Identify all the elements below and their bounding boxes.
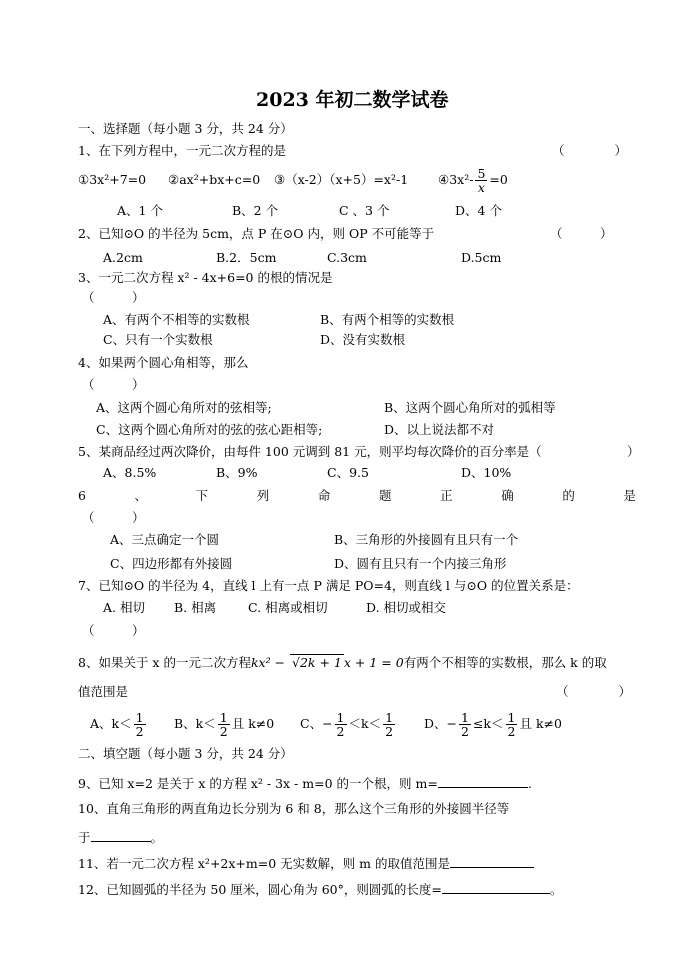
q8-option-b — [174, 706, 274, 742]
q8-option-d-label: D、− — [424, 716, 457, 731]
q8-eq-a: kx² − — [250, 655, 290, 670]
q12-text: 12、已知圆弧的半径为 50 厘米，圆心角为 60°，则圆弧的长度= — [78, 882, 442, 897]
fraction-numerator: 1 — [219, 710, 228, 725]
q1-eq4-num: 5 — [477, 166, 486, 181]
q6-stem-char: 确 — [501, 488, 514, 503]
q5-stem: 5、某商品经过两次降价，由每件 100 元调到 81 元，则平均每次降价的百分率是（ — [78, 444, 542, 459]
q4-option-b: B、这两个圆心角所对的弧相等 — [384, 400, 556, 415]
q8-option-d — [424, 706, 562, 742]
page-title: 2023 年初二数学试卷 — [256, 89, 449, 111]
section-2-heading: 二、填空题（每小题 3 分，共 24 分） — [78, 746, 293, 761]
q9-answer-blank[interactable] — [438, 775, 528, 788]
q1-eq2: ②ax²+bx+c=0 — [168, 172, 261, 187]
fraction-denominator: 2 — [461, 724, 469, 739]
q10-line2 — [78, 829, 163, 846]
q10-post: 。 — [150, 830, 164, 845]
q7-option-d: D. 相切或相交 — [366, 600, 447, 615]
q8-option-c-fraction-1 — [335, 711, 347, 738]
q9 — [78, 775, 532, 792]
fraction-denominator: 2 — [219, 724, 228, 739]
q6-stem-char: 列 — [256, 488, 270, 503]
q11 — [78, 855, 534, 872]
q4-option-c: C、这两个圆心角所对的弦的弦心距相等; — [96, 422, 323, 437]
q8-option-c-label: C、− — [300, 716, 333, 731]
q3-bracket: （ ） — [82, 290, 145, 305]
q10-line1: 10、直角三角形的两直角边长分别为 6 和 8，那么这个三角形的外接圆半径等 — [78, 801, 510, 816]
q8-eq-sqrt: √2k + 1 — [292, 655, 342, 670]
q5-option-b: B、9% — [216, 465, 258, 480]
q11-text: 11、若一元二次方程 x²+2x+m=0 无实数解，则 m 的取值范围是 — [78, 856, 450, 871]
q5-option-c: C、9.5 — [327, 465, 369, 480]
fraction-denominator: 2 — [385, 724, 394, 739]
q6-stem-char: 的 — [562, 488, 575, 503]
q6-stem-char: 正 — [440, 488, 453, 503]
q8-option-d-mid: ≤k＜ — [472, 716, 504, 731]
q6-bracket: （ ） — [82, 510, 145, 525]
q10-answer-blank[interactable] — [91, 829, 151, 842]
q2-stem: 2、已知⊙O 的半径为 5cm，点 P 在⊙O 内，则 OP 不可能等于 — [78, 226, 435, 241]
q3-option-b: B、有两个相等的实数根 — [320, 312, 455, 327]
q11-answer-blank[interactable] — [450, 855, 534, 868]
q8-eq-b: x + 1 = 0 — [343, 655, 404, 670]
q7-option-c: C. 相离或相切 — [248, 600, 328, 615]
q6-option-d: D、圆有且只有一个内接三角形 — [334, 556, 507, 571]
q4-stem: 4、如果两个圆心角相等，那么 — [78, 355, 249, 370]
q6-option-b: B、三角形的外接圆有且只有一个 — [334, 532, 519, 547]
q1-stem: 1、在下列方程中，一元二次方程的是 — [78, 143, 286, 158]
q10-pre: 于 — [78, 830, 91, 845]
q6-stem-char: 下 — [195, 488, 209, 503]
q8-stem-post: 有两个不相等的实数根，那么 k 的取 — [403, 655, 607, 670]
q1-option-b: B、2 个 — [232, 203, 279, 218]
fraction-numerator: 1 — [336, 710, 345, 725]
section-1-heading: 一、选择题（每小题 3 分，共 24 分） — [78, 121, 293, 136]
q4-option-a: A、这两个圆心角所对的弦相等; — [96, 400, 272, 415]
q8-stem — [78, 654, 607, 671]
q8-option-c-mid: ＜k＜ — [348, 716, 382, 731]
q8-option-b-fraction — [218, 711, 230, 738]
q8-option-b-label: B、k＜ — [174, 716, 216, 731]
q6-stem-char: 6 — [78, 488, 86, 503]
q2-option-b: B.2．5cm — [216, 250, 277, 265]
q8-option-a — [90, 706, 148, 742]
fraction-denominator: 2 — [336, 724, 345, 739]
q8-option-d-fraction-1 — [459, 711, 471, 738]
q12-post: 。 — [549, 882, 563, 897]
q1-eq4 — [438, 162, 508, 198]
fraction-numerator: 1 — [507, 710, 516, 725]
q7-option-a: A. 相切 — [103, 600, 145, 615]
q3-option-a: A、有两个不相等的实数根 — [103, 312, 250, 327]
q6-stem-char: 题 — [378, 488, 392, 503]
q2-option-c: C.3cm — [327, 250, 367, 265]
fraction-denominator: 2 — [507, 724, 516, 739]
q12-answer-blank[interactable] — [442, 881, 550, 894]
q7-stem: 7、已知⊙O 的半径为 4，直线 l 上有一点 P 满足 PO=4，则直线 l 与⊙O 的位置关系是： — [78, 578, 579, 593]
q3-option-d: D、没有实数根 — [320, 332, 406, 347]
q4-bracket: （ ） — [82, 377, 145, 392]
q3-stem: 3、一元二次方程 x² - 4x+6=0 的根的情况是 — [78, 270, 333, 285]
q6-stem-char: 命 — [317, 488, 331, 503]
q1-eq1: ①3x²+7=0 — [78, 172, 147, 187]
q5-option-a: A、8.5% — [103, 465, 157, 480]
q1-option-d: D、4 个 — [455, 203, 502, 218]
q8-option-d-post: 且 k≠0 — [519, 716, 562, 731]
q8-option-a-fraction — [134, 711, 146, 738]
q12 — [78, 881, 562, 898]
q8-option-d-fraction-2 — [506, 711, 518, 738]
q6-option-a: A、三点确定一个圆 — [110, 532, 220, 547]
q2-bracket: （ ） — [550, 226, 613, 241]
fraction-denominator: 2 — [135, 724, 144, 739]
q1-eq4-post: =0 — [489, 172, 508, 187]
q8-bracket: （ ） — [556, 684, 632, 699]
q1-eq4-den: x — [477, 180, 485, 195]
q2-option-a: A.2cm — [103, 250, 143, 265]
q2-option-d: D.5cm — [461, 250, 502, 265]
q9-text: 9、已知 x=2 是关于 x 的方程 x² - 3x - m=0 的一个根，则 m= — [78, 776, 438, 791]
fraction-numerator: 1 — [385, 710, 394, 725]
q3-option-c: C、只有一个实数根 — [103, 332, 213, 347]
q8-option-a-label: A、k＜ — [90, 716, 132, 731]
q4-option-d: D、以上说法都不对 — [384, 422, 495, 437]
q6-stem — [78, 488, 636, 504]
q6-option-c: C、四边形都有外接圆 — [110, 556, 233, 571]
q1-bracket: （ ） — [552, 143, 628, 158]
fraction-numerator: 1 — [461, 710, 469, 725]
q6-stem-char: 、 — [134, 488, 148, 503]
q8-stem-pre: 8、如果关于 x 的一元二次方程 — [78, 655, 251, 670]
q1-eq4-pre: ④3x²- — [438, 172, 474, 187]
q1-eq3: ③（x-2）（x+5）=x²-1 — [274, 172, 409, 187]
q8-stem-line2: 值范围是 — [78, 684, 129, 699]
q7-bracket: （ ） — [82, 623, 145, 638]
q8-eq-sqrt-arg: 2k + 1 — [299, 655, 342, 670]
q7-option-b: B. 相离 — [174, 600, 217, 615]
q1-option-a: A、1 个 — [117, 203, 163, 218]
q8-option-c — [300, 706, 397, 742]
q5-bracket-close: ） — [627, 444, 640, 459]
fraction-numerator: 1 — [135, 710, 144, 725]
q5-option-d: D、10% — [461, 465, 512, 480]
q9-post: . — [527, 776, 532, 791]
q1-option-c: C 、3 个 — [339, 203, 390, 218]
q1-eq4-fraction — [475, 167, 487, 194]
q8-option-b-post: 且 k≠0 — [231, 716, 275, 731]
q8-option-c-fraction-2 — [383, 711, 395, 738]
q6-stem-char: 是 — [623, 488, 636, 503]
